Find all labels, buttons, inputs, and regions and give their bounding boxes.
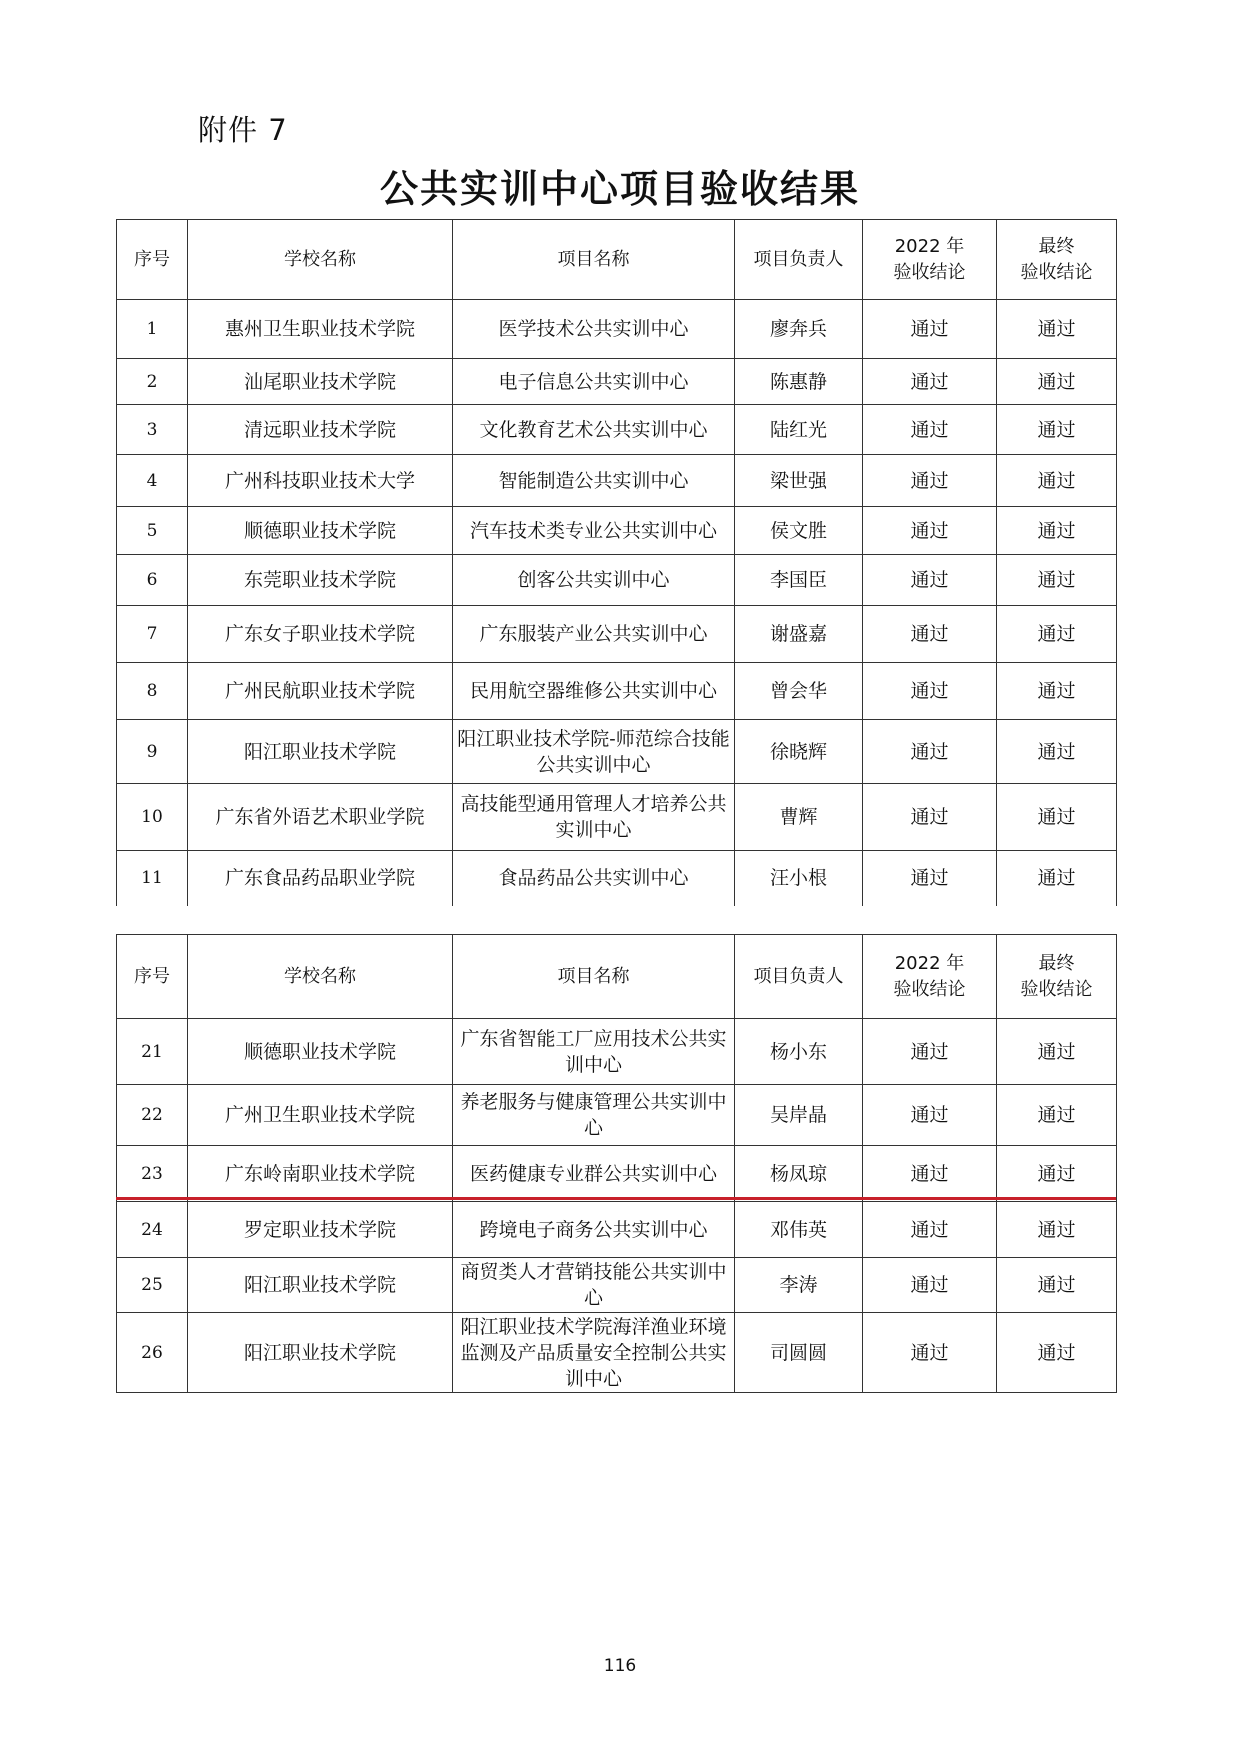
cell-final: 通过 <box>997 720 1117 784</box>
cell-seq: 1 <box>117 300 188 359</box>
table-row <box>117 507 1117 555</box>
cell-result-2022: 通过 <box>863 1019 997 1085</box>
header-final-line2: 验收结论 <box>1020 978 1093 1000</box>
cell-school: 汕尾职业技术学院 <box>188 359 453 405</box>
cell-final: 通过 <box>997 1146 1117 1202</box>
header-school: 学校名称 <box>188 935 453 1019</box>
cell-final: 通过 <box>997 359 1117 405</box>
header-result-2022 <box>863 935 997 1019</box>
header-seq: 序号 <box>117 220 188 300</box>
cell-leader: 杨小东 <box>735 1019 863 1085</box>
attachment-label: 附件 7 <box>198 113 288 147</box>
cell-school: 广东女子职业技术学院 <box>188 606 453 663</box>
cell-school: 顺德职业技术学院 <box>188 507 453 555</box>
cell-result-2022: 通过 <box>863 507 997 555</box>
cell-result-2022: 通过 <box>863 455 997 507</box>
cell-project: 阳江职业技术学院海洋渔业环境监测及产品质量安全控制公共实训中心 <box>453 1313 735 1393</box>
cell-school: 广州科技职业技术大学 <box>188 455 453 507</box>
cell-final: 通过 <box>997 555 1117 606</box>
cell-seq: 4 <box>117 455 188 507</box>
cell-result-2022: 通过 <box>863 1313 997 1393</box>
cell-final: 通过 <box>997 784 1117 851</box>
cell-project: 汽车技术类专业公共实训中心 <box>453 507 735 555</box>
cell-project: 医学技术公共实训中心 <box>453 300 735 359</box>
cell-project: 跨境电子商务公共实训中心 <box>453 1202 735 1258</box>
header-result-2022-line2: 验收结论 <box>893 978 966 1000</box>
cell-project: 民用航空器维修公共实训中心 <box>453 663 735 720</box>
cell-result-2022: 通过 <box>863 1146 997 1202</box>
cell-leader: 李涛 <box>735 1258 863 1313</box>
header-result-2022-line1: 2022 年 <box>894 235 965 257</box>
table-row <box>117 1146 1117 1202</box>
cell-leader: 廖奔兵 <box>735 300 863 359</box>
cell-school: 清远职业技术学院 <box>188 405 453 455</box>
table-row <box>117 555 1117 606</box>
cell-final: 通过 <box>997 300 1117 359</box>
header-final-line1: 最终 <box>1038 235 1075 257</box>
cell-result-2022: 通过 <box>863 1258 997 1313</box>
cell-seq: 23 <box>117 1146 188 1202</box>
cell-school: 罗定职业技术学院 <box>188 1202 453 1258</box>
cell-final: 通过 <box>997 851 1117 906</box>
cell-seq: 5 <box>117 507 188 555</box>
table-row <box>117 851 1117 906</box>
cell-final: 通过 <box>997 1258 1117 1313</box>
cell-final: 通过 <box>997 1085 1117 1146</box>
cell-project: 创客公共实训中心 <box>453 555 735 606</box>
header-final <box>997 935 1117 1019</box>
cell-seq: 25 <box>117 1258 188 1313</box>
cell-project: 智能制造公共实训中心 <box>453 455 735 507</box>
cell-leader: 曹辉 <box>735 784 863 851</box>
cell-result-2022: 通过 <box>863 405 997 455</box>
page-number: 116 <box>603 1656 637 1676</box>
header-result-2022-line1: 2022 年 <box>894 952 965 974</box>
cell-seq: 21 <box>117 1019 188 1085</box>
cell-school: 阳江职业技术学院 <box>188 1313 453 1393</box>
table-row <box>117 405 1117 455</box>
table-row <box>117 300 1117 359</box>
table-row <box>117 455 1117 507</box>
page-title: 公共实训中心项目验收结果 <box>379 167 860 211</box>
header-project: 项目名称 <box>453 220 735 300</box>
cell-school: 顺德职业技术学院 <box>188 1019 453 1085</box>
cell-seq: 22 <box>117 1085 188 1146</box>
cell-school: 广东岭南职业技术学院 <box>188 1146 453 1202</box>
table-row <box>117 606 1117 663</box>
table-row <box>117 359 1117 405</box>
table-header-row <box>117 935 1117 1019</box>
cell-project: 阳江职业技术学院-师范综合技能公共实训中心 <box>453 720 735 784</box>
cell-leader: 吴岸晶 <box>735 1085 863 1146</box>
header-project: 项目名称 <box>453 935 735 1019</box>
cell-project: 养老服务与健康管理公共实训中心 <box>453 1085 735 1146</box>
highlight-red-line <box>116 1197 1116 1200</box>
cell-final: 通过 <box>997 1202 1117 1258</box>
results-table-1 <box>116 219 1117 906</box>
table-row <box>117 663 1117 720</box>
cell-school: 广州民航职业技术学院 <box>188 663 453 720</box>
cell-final: 通过 <box>997 507 1117 555</box>
cell-result-2022: 通过 <box>863 359 997 405</box>
cell-result-2022: 通过 <box>863 1202 997 1258</box>
cell-seq: 2 <box>117 359 188 405</box>
table-row <box>117 1085 1117 1146</box>
cell-leader: 陈惠静 <box>735 359 863 405</box>
header-final <box>997 220 1117 300</box>
cell-seq: 9 <box>117 720 188 784</box>
cell-leader: 李国臣 <box>735 555 863 606</box>
cell-leader: 司圆圆 <box>735 1313 863 1393</box>
table-row <box>117 1202 1117 1258</box>
cell-school: 广州卫生职业技术学院 <box>188 1085 453 1146</box>
cell-result-2022: 通过 <box>863 784 997 851</box>
cell-project: 食品药品公共实训中心 <box>453 851 735 906</box>
cell-leader: 陆红光 <box>735 405 863 455</box>
cell-project: 高技能型通用管理人才培养公共实训中心 <box>453 784 735 851</box>
cell-leader: 汪小根 <box>735 851 863 906</box>
cell-final: 通过 <box>997 455 1117 507</box>
cell-project: 医药健康专业群公共实训中心 <box>453 1146 735 1202</box>
header-leader: 项目负责人 <box>735 220 863 300</box>
cell-seq: 11 <box>117 851 188 906</box>
cell-seq: 7 <box>117 606 188 663</box>
cell-school: 阳江职业技术学院 <box>188 720 453 784</box>
cell-school: 惠州卫生职业技术学院 <box>188 300 453 359</box>
cell-final: 通过 <box>997 1019 1117 1085</box>
cell-final: 通过 <box>997 1313 1117 1393</box>
cell-leader: 梁世强 <box>735 455 863 507</box>
cell-school: 广东省外语艺术职业学院 <box>188 784 453 851</box>
table-row <box>117 720 1117 784</box>
header-leader: 项目负责人 <box>735 935 863 1019</box>
cell-result-2022: 通过 <box>863 851 997 906</box>
cell-result-2022: 通过 <box>863 1085 997 1146</box>
cell-result-2022: 通过 <box>863 720 997 784</box>
cell-final: 通过 <box>997 405 1117 455</box>
header-school: 学校名称 <box>188 220 453 300</box>
header-final-line2: 验收结论 <box>1020 261 1093 283</box>
cell-final: 通过 <box>997 606 1117 663</box>
cell-project: 广东服装产业公共实训中心 <box>453 606 735 663</box>
table-row <box>117 1258 1117 1313</box>
header-final-line1: 最终 <box>1038 952 1075 974</box>
table-row <box>117 1313 1117 1393</box>
table-row <box>117 1019 1117 1085</box>
cell-seq: 8 <box>117 663 188 720</box>
table-row <box>117 784 1117 851</box>
cell-result-2022: 通过 <box>863 606 997 663</box>
cell-school: 阳江职业技术学院 <box>188 1258 453 1313</box>
cell-seq: 24 <box>117 1202 188 1258</box>
cell-seq: 3 <box>117 405 188 455</box>
cell-result-2022: 通过 <box>863 663 997 720</box>
cell-project: 广东省智能工厂应用技术公共实训中心 <box>453 1019 735 1085</box>
cell-project: 文化教育艺术公共实训中心 <box>453 405 735 455</box>
header-seq: 序号 <box>117 935 188 1019</box>
cell-leader: 杨凤琼 <box>735 1146 863 1202</box>
table-header-row <box>117 220 1117 300</box>
header-result-2022-line2: 验收结论 <box>893 261 966 283</box>
cell-school: 东莞职业技术学院 <box>188 555 453 606</box>
cell-leader: 徐晓辉 <box>735 720 863 784</box>
cell-project: 商贸类人才营销技能公共实训中心 <box>453 1258 735 1313</box>
cell-leader: 侯文胜 <box>735 507 863 555</box>
results-table-2 <box>116 934 1117 1393</box>
cell-leader: 谢盛嘉 <box>735 606 863 663</box>
cell-project: 电子信息公共实训中心 <box>453 359 735 405</box>
cell-seq: 26 <box>117 1313 188 1393</box>
cell-final: 通过 <box>997 663 1117 720</box>
cell-seq: 10 <box>117 784 188 851</box>
cell-leader: 邓伟英 <box>735 1202 863 1258</box>
cell-seq: 6 <box>117 555 188 606</box>
cell-result-2022: 通过 <box>863 300 997 359</box>
cell-leader: 曾会华 <box>735 663 863 720</box>
cell-result-2022: 通过 <box>863 555 997 606</box>
header-result-2022 <box>863 220 997 300</box>
cell-school: 广东食品药品职业学院 <box>188 851 453 906</box>
